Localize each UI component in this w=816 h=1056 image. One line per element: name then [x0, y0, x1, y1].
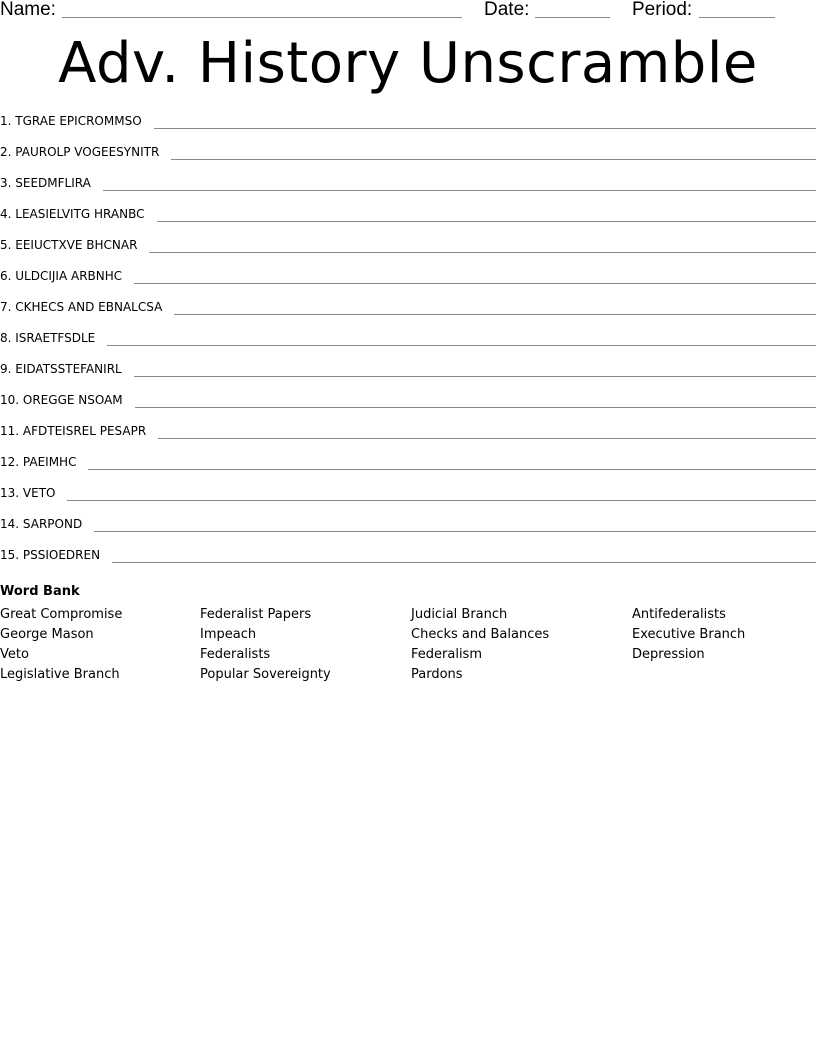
answer-line[interactable] — [171, 144, 816, 160]
puzzle-row — [0, 206, 816, 237]
answer-line[interactable] — [158, 423, 816, 439]
scrambled-word: 14. SARPOND — [0, 517, 83, 531]
scrambled-word: 1. TGRAE EPICROMMSO — [0, 114, 142, 128]
word-bank-item: George Mason — [0, 627, 94, 642]
word-bank-item: Executive Branch — [632, 627, 746, 642]
answer-line[interactable] — [103, 175, 816, 191]
word-bank-item: Federalism — [411, 647, 482, 662]
word-bank-title: Word Bank — [0, 584, 80, 599]
word-bank-item: Legislative Branch — [0, 667, 120, 682]
word-bank-item: Federalist Papers — [200, 607, 312, 622]
answer-line[interactable] — [157, 206, 816, 222]
answer-line[interactable] — [134, 361, 816, 377]
word-bank-column — [0, 605, 122, 685]
puzzle-row — [0, 330, 816, 361]
scrambled-word: 5. EEIUCTXVE BHCNAR — [0, 238, 138, 252]
scrambled-word: 9. EIDATSSTEFANIRL — [0, 362, 122, 376]
word-bank-item: Antifederalists — [632, 607, 726, 622]
word-bank-column — [632, 605, 745, 665]
word-bank-item: Pardons — [411, 667, 463, 682]
scrambled-word: 15. PSSIOEDREN — [0, 548, 101, 562]
answer-line[interactable] — [134, 268, 816, 284]
word-bank-column — [411, 605, 549, 685]
answer-line[interactable] — [135, 392, 816, 408]
scrambled-word: 11. AFDTEISREL PESAPR — [0, 424, 147, 438]
answer-line[interactable] — [94, 516, 816, 532]
answer-line[interactable] — [107, 330, 816, 346]
puzzle-row — [0, 299, 816, 330]
student-info-header — [0, 0, 816, 22]
word-bank-item: Veto — [0, 647, 29, 662]
puzzle-row — [0, 237, 816, 268]
answer-line[interactable] — [149, 237, 816, 253]
word-bank-item: Checks and Balances — [411, 627, 550, 642]
word-bank-item: Judicial Branch — [411, 607, 508, 622]
puzzle-row — [0, 516, 816, 547]
word-bank-item: Popular Sovereignty — [200, 667, 331, 682]
scrambled-word: 6. ULDCIJIA ARBNHC — [0, 269, 123, 283]
scrambled-word: 13. VETO — [0, 486, 56, 500]
puzzle-row — [0, 361, 816, 392]
word-bank-item: Depression — [632, 647, 705, 662]
scrambled-word: 7. CKHECS AND EBNALCSA — [0, 300, 163, 314]
puzzle-list — [0, 113, 816, 578]
date-field[interactable] — [535, 17, 610, 18]
puzzle-row — [0, 423, 816, 454]
answer-line[interactable] — [112, 547, 816, 563]
puzzle-row — [0, 547, 816, 578]
answer-line[interactable] — [67, 485, 816, 501]
puzzle-row — [0, 144, 816, 175]
answer-line[interactable] — [88, 454, 816, 470]
scrambled-word: 2. PAUROLP VOGEESYNITR — [0, 145, 160, 159]
puzzle-row — [0, 392, 816, 423]
puzzle-row — [0, 113, 816, 144]
scrambled-word: 4. LEASIELVITG HRANBC — [0, 207, 145, 221]
scrambled-word: 10. OREGGE NSOAM — [0, 393, 123, 407]
period-field[interactable] — [699, 17, 775, 18]
puzzle-row — [0, 175, 816, 206]
scrambled-word: 3. SEEDMFLIRA — [0, 176, 91, 190]
puzzle-row — [0, 485, 816, 516]
word-bank-item: Impeach — [200, 627, 257, 642]
name-field[interactable] — [62, 17, 462, 18]
puzzle-row — [0, 268, 816, 299]
answer-line[interactable] — [154, 113, 816, 129]
scrambled-word: 8. ISRAETFSDLE — [0, 331, 96, 345]
name-label: Name: — [0, 0, 56, 20]
date-label: Date: — [484, 0, 530, 20]
page-title: Adv. History Unscramble — [58, 31, 758, 96]
word-bank-column — [200, 605, 331, 685]
word-bank-item: Great Compromise — [0, 607, 123, 622]
answer-line[interactable] — [174, 299, 816, 315]
period-label: Period: — [632, 0, 693, 20]
scrambled-word: 12. PAEIMHC — [0, 455, 77, 469]
word-bank-item: Federalists — [200, 647, 271, 662]
puzzle-row — [0, 454, 816, 485]
